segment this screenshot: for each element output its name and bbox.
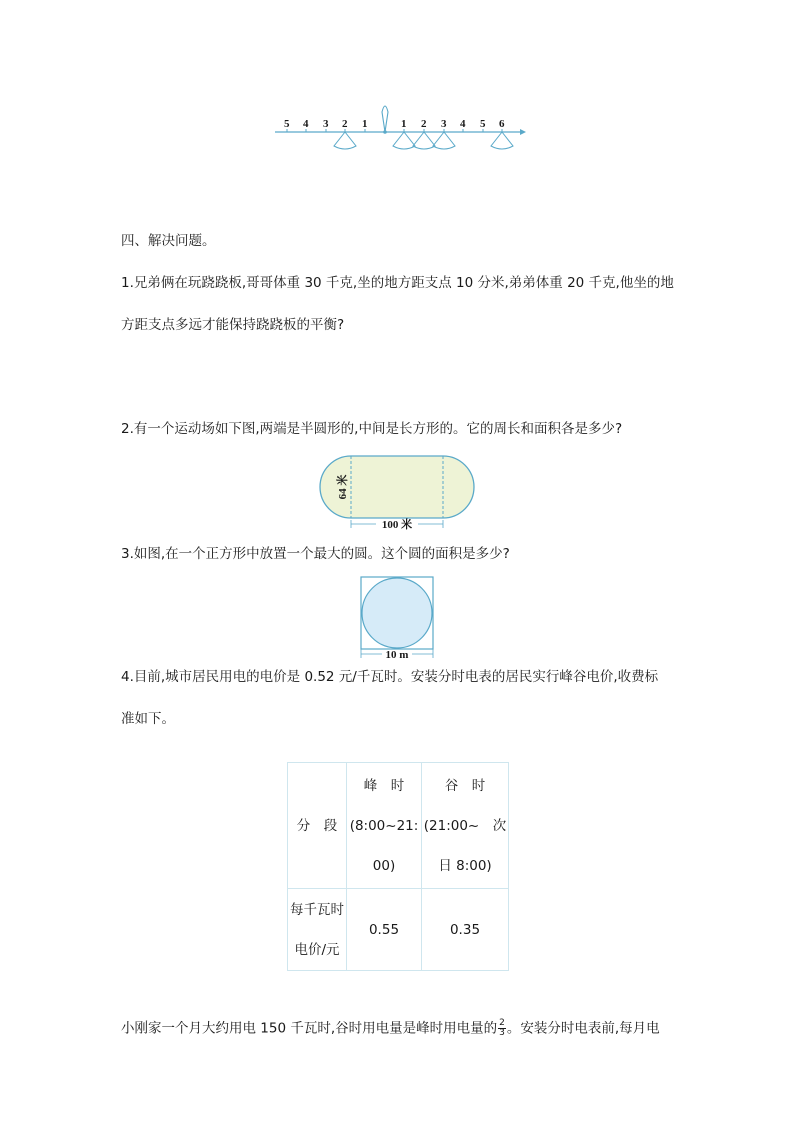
row-label-line: 每千瓦时: [290, 901, 344, 918]
valley-line: 谷 时: [444, 777, 486, 794]
fraction-denominator: 3: [499, 1028, 505, 1038]
circle-shape: [362, 578, 432, 648]
left-label: 3: [323, 118, 329, 130]
right-label: 5: [480, 118, 486, 130]
right-label: 3: [441, 118, 447, 130]
q3-text: 3.如图,在一个正方形中放置一个最大的圆。这个圆的面积是多少?: [121, 546, 510, 562]
row-label-line: 电价/元: [294, 941, 340, 958]
q4-follow-suffix: 。安装分时电表前,每月电: [506, 1020, 660, 1037]
q4-follow-prefix: 小刚家一个月大约用电 150 千瓦时,谷时用电量是峰时用电量的: [121, 1020, 498, 1037]
weight-icons: [334, 132, 513, 149]
square-circle-figure: [358, 574, 438, 660]
valley-header: [422, 763, 509, 889]
track-figure: [318, 450, 478, 534]
price-row-label: [288, 889, 347, 971]
price-table: [287, 762, 509, 971]
square-side-label: 10 m: [385, 649, 409, 660]
table-row: [288, 763, 509, 889]
segment-header: 分 段: [288, 763, 347, 889]
peak-line: (8:00~21:: [349, 817, 419, 834]
q2-text: 2.有一个运动场如下图,两端是半圆形的,中间是长方形的。它的周长和面积各是多少?: [121, 421, 623, 437]
valley-price: 0.35: [422, 889, 509, 971]
peak-line: 00): [372, 857, 396, 874]
left-label: 5: [284, 118, 290, 130]
track-height-label: 64 米: [337, 474, 349, 500]
right-label: 1: [401, 118, 407, 130]
table-row: [288, 889, 509, 971]
left-label: 2: [342, 118, 348, 130]
q4-follow-text: [121, 1019, 660, 1038]
section-title: 四、解决问题。: [121, 233, 216, 249]
valley-line: (21:00~ 次: [423, 817, 507, 834]
q1-line1: 1.兄弟俩在玩跷跷板,哥哥体重 30 千克,坐的地方距支点 10 分米,弟弟体重 20 千克,他坐的地: [121, 275, 674, 291]
q4-line1: 4.目前,城市居民用电的电价是 0.52 元/千瓦时。安装分时电表的居民实行峰谷电价,收费标: [121, 669, 659, 685]
fulcrum-icon: [382, 106, 388, 132]
left-labels: [284, 118, 368, 130]
track-length-label: 100 米: [381, 519, 413, 531]
peak-header: [347, 763, 422, 889]
right-label: 4: [460, 118, 466, 130]
peak-line: 峰 时: [363, 777, 405, 794]
left-label: 1: [362, 118, 368, 130]
number-line-figure: [270, 98, 530, 158]
peak-price: 0.55: [347, 889, 422, 971]
right-labels: [401, 118, 505, 130]
q1-line2: 方距支点多远才能保持跷跷板的平衡?: [121, 317, 345, 333]
right-label: 6: [499, 118, 505, 130]
right-label: 2: [421, 118, 427, 130]
fraction-numerator: 2: [499, 1018, 505, 1028]
q4-line2: 准如下。: [121, 711, 175, 727]
valley-line: 日 8:00): [438, 857, 492, 874]
left-label: 4: [303, 118, 309, 130]
fraction: [498, 1019, 506, 1038]
